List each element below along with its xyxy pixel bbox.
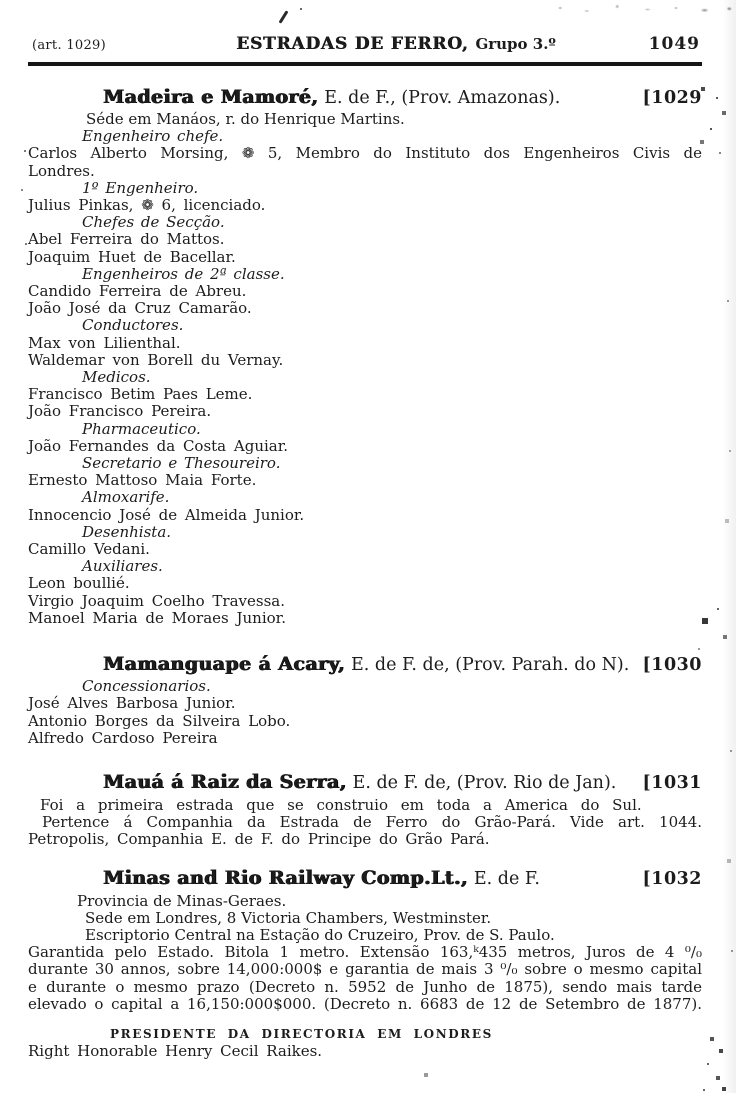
role-heading: Secretario e Thesoureiro. (82, 454, 281, 473)
section-minas-and-rio-railway (28, 867, 702, 1061)
running-title-group: Grupo 3.º (475, 35, 556, 53)
section-article-number: [1030 (642, 655, 702, 676)
person-name: Innocencio José de Almeida Junior. (28, 505, 305, 524)
note-line: Garantida pelo Estado. Bitola 1 metro. Extensão 163,ᵏ435 metros, Juros de 4 ⁰/₀ (28, 943, 702, 962)
role-heading: Auxiliares. (82, 557, 163, 576)
section-article-number: [1032 (642, 868, 702, 889)
role-heading: 1º Engenheiro. (82, 178, 199, 197)
role-heading: Almoxarife. (82, 488, 170, 507)
page-edge-shadow (722, 0, 736, 1093)
role-heading: Engenheiros de 2ª classe. (82, 264, 285, 283)
running-head (28, 34, 702, 66)
note-line: elevado o capital a 16,150:000$000. (Decreto n. 6683 de 12 de Setembro de 1877). (28, 994, 702, 1013)
running-title (162, 34, 630, 54)
section-subtitle: E. de F. de, (Prov. Rio de Jan). (352, 772, 617, 793)
note-line: durante 30 annos, sobre 14,000:000$ e garantia de mais 3 ⁰/₀ sobre o mesmo capital (28, 960, 702, 979)
person-name: Candido Ferreira de Abreu. (28, 282, 247, 301)
section-title: Mauá á Raiz da Serra, (103, 770, 347, 793)
section-subtitle: E. de F. de, (Prov. Parah. do N). (350, 655, 630, 676)
section-heading (103, 86, 702, 110)
address-line: Séde em Manáos, r. do Henrique Martins. (86, 110, 405, 128)
note-line: e durante o mesmo prazo (Decreto n. 5952 de Junho de 1875), sendo mais tarde (28, 977, 702, 996)
section-heading (103, 771, 702, 795)
person-name: Antonio Borges da Silveira Lobo. (28, 711, 291, 730)
person-name: Abel Ferreira do Mattos. (28, 230, 225, 249)
person-name: Ernesto Mattoso Maia Forte. (28, 471, 257, 490)
section-title: Mamanguape á Acary, (103, 653, 345, 676)
person-name: Camillo Vedani. (28, 540, 150, 559)
section-article-number: [1029 (642, 88, 702, 108)
scan-speckles (0, 0, 2, 2)
note-line: Petropolis, Companhia E. de F. do Principe do Grão Pará. (28, 830, 490, 849)
section-heading (103, 867, 702, 891)
address-line: Provincia de Minas-Geraes. (77, 891, 287, 910)
page-content (0, 34, 736, 1060)
address-line: Sede em Londres, 8 Victoria Chambers, Westminster. (85, 908, 492, 927)
section-subtitle: E. de F. (473, 868, 540, 889)
person-name: Virgio Joaquim Coelho Travessa. (28, 591, 285, 610)
section-title: Madeira e Mamoré, (103, 86, 319, 108)
note-line: Pertence á Companhia da Estrada de Ferro do Grão-Pará. Vide art. 1044. (42, 813, 702, 832)
person-name: João Francisco Pereira. (28, 402, 212, 421)
note-line: Foi a primeira estrada que se construio em toda a America do Sul. (40, 795, 642, 814)
person-name: Max von Lilienthal. (28, 333, 181, 352)
section-maua-a-raiz-da-serra (28, 771, 702, 849)
section-subtitle: E. de F., (Prov. Amazonas). (324, 88, 561, 108)
role-heading: PRESIDENTE DA DIRECTORIA EM LONDRES (110, 1026, 493, 1041)
section-heading (103, 653, 702, 677)
person-name: João Fernandes da Costa Aguiar. (28, 436, 289, 455)
person-name: Julius Pinkas, ❁ 6, licenciado. (28, 196, 266, 215)
page-number: 1049 (648, 34, 700, 54)
person-name: José Alves Barbosa Junior. (28, 694, 236, 713)
person-name: Alfredo Cardoso Pereira (28, 728, 218, 747)
section-title: Minas and Rio Railway Comp.Lt., (103, 866, 468, 889)
role-heading: Medicos. (82, 368, 151, 387)
role-heading: Engenheiro chefe. (82, 127, 224, 146)
role-heading: Pharmaceutico. (82, 419, 201, 438)
person-name: Carlos Alberto Morsing, ❁ 5, Membro do Instituto dos Engenheiros Civis de Londres. (28, 144, 702, 180)
section-mamanguape-a-acary (28, 653, 702, 747)
person-name: Joaquim Huet de Bacellar. (28, 247, 236, 266)
scan-smudge-top (545, 2, 735, 17)
person-name: Right Honorable Henry Cecil Raikes. (28, 1042, 323, 1061)
person-name: Francisco Betim Paes Leme. (28, 385, 253, 404)
role-heading: Chefes de Secção. (82, 213, 225, 232)
address-line: Escriptorio Central na Estação do Cruzeiro, Prov. de S. Paulo. (85, 925, 555, 944)
role-heading: Conductores. (82, 316, 184, 335)
section-madeira-e-mamore (28, 86, 702, 627)
role-heading: Concessionarios. (82, 677, 211, 696)
pen-mark (279, 10, 289, 23)
person-name: João José da Cruz Camarão. (28, 299, 252, 318)
person-name: Manoel Maria de Moraes Junior. (28, 608, 286, 627)
role-heading: Desenhista. (82, 522, 172, 541)
section-article-number: [1031 (642, 772, 702, 793)
person-name: Waldemar von Borell du Vernay. (28, 350, 284, 369)
running-title-main: ESTRADAS DE FERRO, (236, 34, 469, 54)
article-ref: (art. 1029) (32, 38, 106, 53)
person-name: Leon boullié. (28, 574, 130, 593)
